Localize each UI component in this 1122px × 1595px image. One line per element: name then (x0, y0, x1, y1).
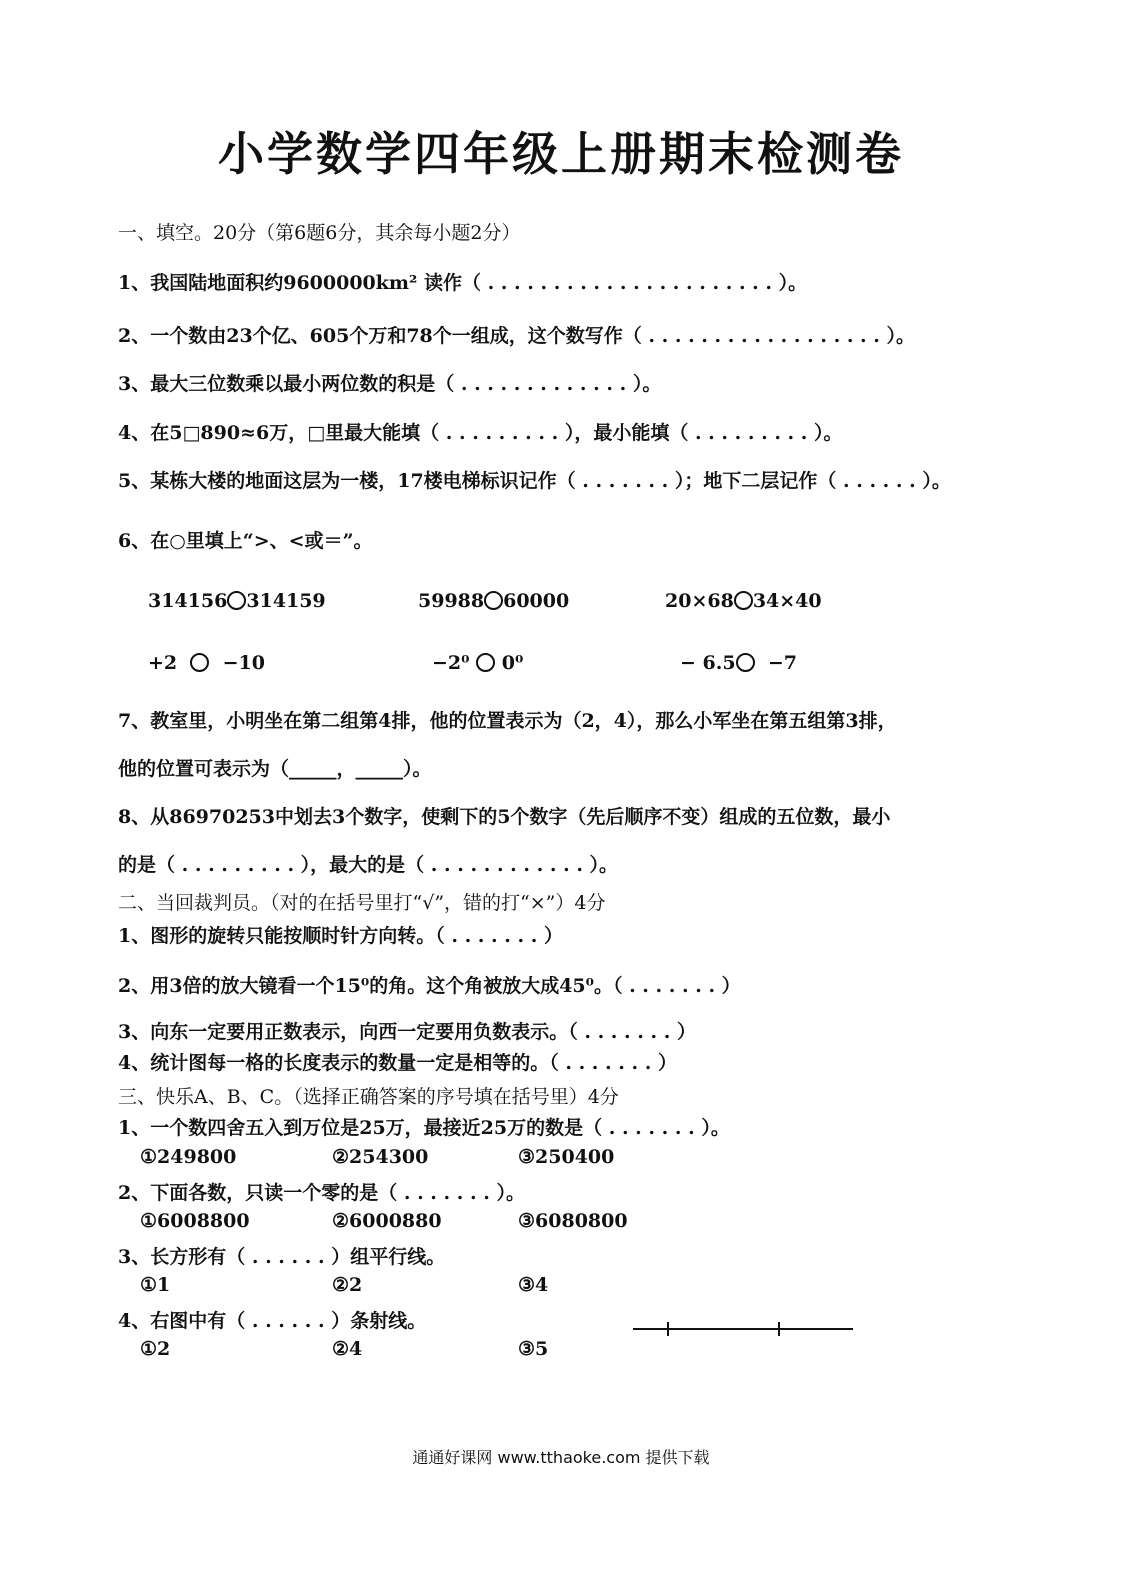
compare-left: +2 (148, 652, 178, 674)
question-2-4: 4、统计图每一格的长度表示的数量一定是相等的。（ . . . . . . . ） (118, 1052, 677, 1074)
section-2-header: 二、当回裁判员。（对的在括号里打“√”，错的打“×”）4分 (118, 892, 606, 914)
section-1-header: 一、填空。20分（第6题6分，其余每小题2分） (118, 222, 521, 244)
answer-circle[interactable] (484, 591, 503, 610)
compare-item (680, 652, 797, 674)
option-c: ③250400 (518, 1146, 615, 1168)
compare-left: 20×68 (665, 590, 734, 612)
option-c: ③5 (518, 1338, 549, 1360)
question-2-1: 1、图形的旋转只能按顺时针方向转。（ . . . . . . . ） (118, 925, 563, 947)
question-2-2: 2、用3倍的放大镜看一个15⁰的角。这个角被放大成45⁰。（ . . . . . . . ） (118, 975, 741, 997)
compare-right: 34×40 (752, 590, 822, 612)
compare-left: − 6.5 (680, 652, 736, 674)
compare-right: 0⁰ (501, 652, 524, 674)
answer-circle[interactable] (190, 653, 209, 672)
answer-circle[interactable] (734, 591, 753, 610)
compare-right: 314159 (246, 590, 326, 612)
question-3-1: 1、一个数四舍五入到万位是25万，最接近25万的数是（ . . . . . . . ）。 (118, 1117, 730, 1139)
compare-left: 314156 (148, 590, 228, 612)
ray-line (633, 1328, 853, 1330)
compare-left: −2⁰ (432, 652, 470, 674)
ray-point-tick (667, 1322, 669, 1336)
option-a: ①1 (140, 1274, 171, 1296)
question-1-4: 4、在5□890≈6万，□里最大能填（ . . . . . . . . . ），最小能填（ . . . . . . . . . ）。 (118, 422, 843, 444)
compare-item (432, 652, 523, 674)
question-3-4: 4、右图中有（ . . . . . . ）条射线。 (118, 1310, 427, 1332)
question-1-6: 6、在○里填上“>、<或＝”。 (118, 530, 373, 552)
option-b: ②254300 (332, 1146, 429, 1168)
option-a: ①249800 (140, 1146, 237, 1168)
footer-source: 通通好课网 www.tthaoke.com 提供下载 (412, 1448, 710, 1467)
compare-item (665, 590, 822, 612)
question-1-8b: 的是（ . . . . . . . . . ），最大的是（ . . . . . . . . . . . . ）。 (118, 854, 619, 876)
compare-item (148, 590, 326, 612)
compare-right: 60000 (503, 590, 570, 612)
compare-item (418, 590, 569, 612)
option-c: ③6080800 (518, 1210, 628, 1232)
compare-left: 59988 (418, 590, 485, 612)
answer-circle[interactable] (476, 653, 495, 672)
option-b: ②6000880 (332, 1210, 442, 1232)
question-3-3: 3、长方形有（ . . . . . . ）组平行线。 (118, 1246, 446, 1268)
option-c: ③4 (518, 1274, 549, 1296)
option-b: ②4 (332, 1338, 363, 1360)
question-1-7b: 他的位置可表示为（_____，_____）。 (118, 758, 432, 780)
compare-right: −10 (222, 652, 265, 674)
option-a: ①6008800 (140, 1210, 250, 1232)
question-1-7a: 7、教室里，小明坐在第二组第4排，他的位置表示为（2，4），那么小军坐在第五组第3排， (118, 710, 897, 732)
answer-circle[interactable] (227, 591, 246, 610)
question-1-3: 3、最大三位数乘以最小两位数的积是（ . . . . . . . . . . . . . ）。 (118, 373, 662, 395)
option-b: ②2 (332, 1274, 363, 1296)
question-3-2: 2、下面各数，只读一个零的是（ . . . . . . . ）。 (118, 1182, 525, 1204)
ray-point-tick (778, 1322, 780, 1336)
answer-circle[interactable] (736, 653, 755, 672)
compare-item (148, 652, 265, 674)
question-1-8a: 8、从86970253中划去3个数字，使剩下的5个数字（先后顺序不变）组成的五位数，最小 (118, 806, 891, 828)
page-title: 小学数学四年级上册期末检测卷 (218, 127, 904, 181)
question-2-3: 3、向东一定要用正数表示，向西一定要用负数表示。（ . . . . . . . ） (118, 1021, 696, 1043)
question-1-2: 2、一个数由23个亿、605个万和78个一组成，这个数写作（ . . . . . . . . . . . . . . . . . . ）。 (118, 325, 916, 347)
question-1-5: 5、某栋大楼的地面这层为一楼，17楼电梯标识记作（ . . . . . . . ）；地下二层记作（ . . . . . . ）。 (118, 470, 951, 492)
option-a: ①2 (140, 1338, 171, 1360)
question-1-1: 1、我国陆地面积约9600000km² 读作（ . . . . . . . . . . . . . . . . . . . . . . ）。 (118, 272, 808, 294)
compare-right: −7 (767, 652, 797, 674)
section-3-header: 三、快乐A、B、C。（选择正确答案的序号填在括号里）4分 (118, 1086, 619, 1108)
